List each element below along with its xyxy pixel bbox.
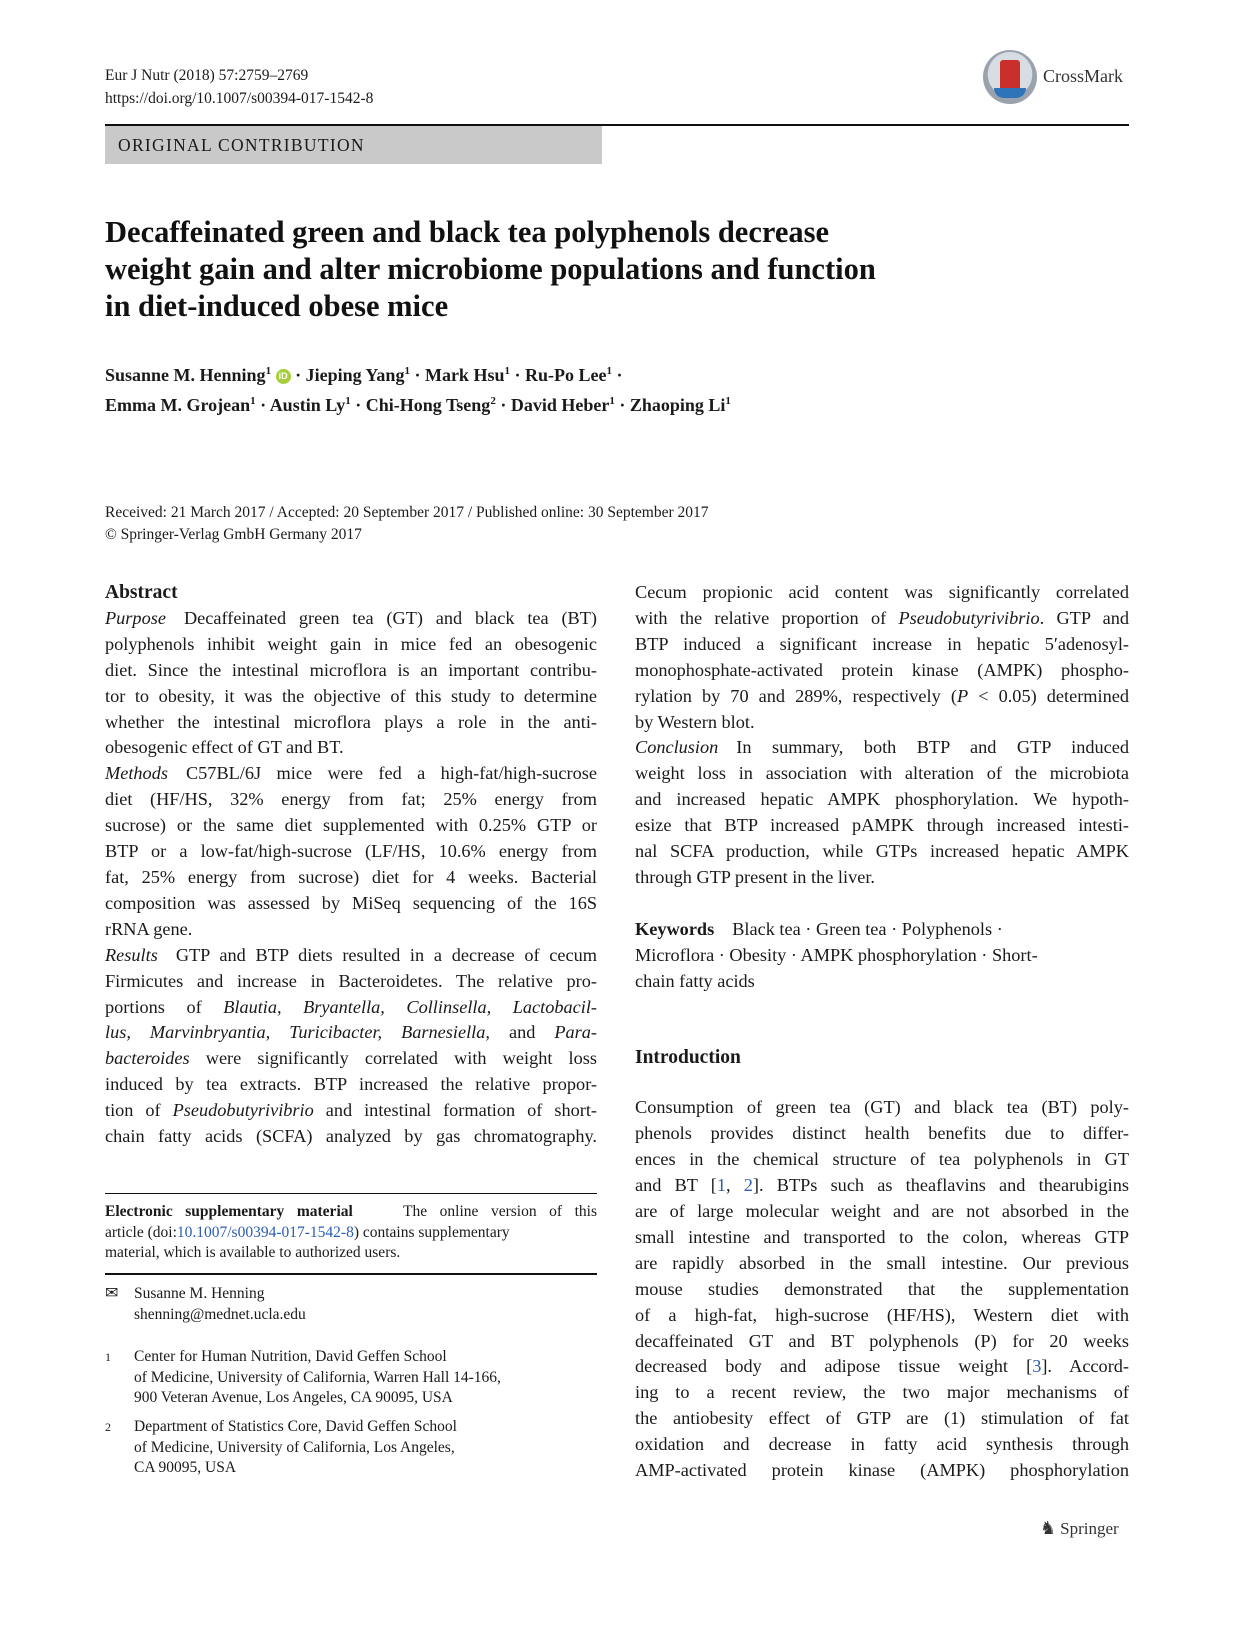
doi-link[interactable]: https://doi.org/10.1007/s00394-017-1542-8 [105,90,374,107]
title-line: in diet-induced obese mice [105,289,449,323]
abstract-line: chain fatty acids (SCFA) analyzed by gas chromatography. [105,1126,597,1147]
abstract-line: through GTP present in the liver. [635,866,875,887]
body-line: decreased body and adipose tissue weight [3]. Accord- [635,1356,1130,1377]
separator: · [500,395,507,415]
affiliation-ref: 1 [609,395,615,407]
crossmark-badge[interactable] [983,50,1143,110]
results-label: Results [105,944,158,965]
affiliation-ref: 1 [504,365,510,377]
publisher-logo [1040,1518,1119,1539]
abstract-line: with the relative proportion of Pseudobutyrivibrio. GTP and [635,607,1129,628]
author-name[interactable]: Ru-Po Lee [524,365,607,385]
abstract-line: induced by tea extracts. BTP increased the relative propor- [105,1074,597,1095]
abstract-line: Methods C57BL/6J mice were fed a high-fat/high-sucrose [105,763,597,784]
abstract-line: rylation by 70 and 289%, respectively (P < 0.05) determined [635,685,1129,706]
abstract-line: bacteroides were significantly correlated with weight loss [105,1048,597,1069]
author-name[interactable]: Mark Hsu [424,365,505,385]
springer-horse-icon: ♞ [1040,1518,1057,1538]
copyright: © Springer-Verlag GmbH Germany 2017 [105,526,362,543]
esm-note: Electronic supplementary material The online version of this article (doi:10.1007/s00394-017-1542-8) contains supplementary material, which is available to authorized users. [105,1203,598,1261]
affiliation-number: 1 [105,1350,111,1364]
separator: · [414,365,421,385]
crossmark-label: CrossMark [1043,66,1123,86]
affiliation-2: 2 Department of Statistics Core, David Geffen School of Medicine, University of California, Los Angeles, CA 90095, USA [105,1417,597,1479]
abstract-right-column [635,580,1129,1484]
title-line: weight gain and alter microbiome populations and function [105,252,876,286]
esm-doi-link[interactable]: 10.1007/s00394-017-1542-8 [176,1223,354,1241]
abstract-line: tor to obesity, it was the objective of this study to determine [105,685,597,706]
orcid-icon[interactable]: iD [276,369,291,384]
body-line: are of large molecular weight and are not absorbed in the [635,1201,1129,1222]
publisher-name: Springer [1060,1519,1119,1538]
contact-name: Susanne M. Henning [134,1285,265,1302]
keywords-label: Keywords [635,918,715,939]
abstract-line: diet (HF/HS, 32% energy from fat; 25% energy from [105,789,597,810]
affiliation-ref: 1 [404,365,410,377]
separator: · [260,395,267,415]
body-line: mouse studies demonstrated that the supplementation [635,1278,1129,1299]
abstract-line: obesogenic effect of GT and BT. [105,737,344,758]
body-line: and BT [1, 2]. BTPs such as theaflavins and thearubigins [635,1175,1129,1196]
body-line: oxidation and decrease in fatty acid synthesis through [635,1434,1129,1455]
separator: · [355,395,362,415]
abstract-line: by Western blot. [635,711,755,732]
body-line: the antiobesity effect of GTP are (1) stimulation of fat [635,1408,1129,1429]
author-name[interactable]: Jieping Yang [305,365,405,385]
title-line: Decaffeinated green and black tea polyphenols decrease [105,215,830,249]
abstract-line: fat, 25% energy from sucrose) diet for 4 weeks. Bacterial [105,866,597,887]
body-line: phenols provides distinct health benefits due to differ- [635,1123,1129,1144]
abstract-left-column [105,580,597,1150]
separator: · [295,365,302,385]
abstract-line: polyphenols inhibit weight gain in mice fed an obesogenic [105,633,597,654]
author-name[interactable]: Zhaoping Li [629,395,726,415]
purpose-label: Purpose [105,607,166,628]
affiliation-number: 2 [105,1420,111,1434]
author-name[interactable]: Emma M. Grojean [105,395,251,415]
abstract-line: weight loss in association with alteration of the microbiota [635,763,1129,784]
abstract-heading: Abstract [105,582,178,603]
citation-link[interactable]: 1 [716,1175,727,1196]
author-list [105,358,731,418]
introduction-heading: Introduction [635,1047,741,1069]
introduction-body [635,1095,1129,1484]
methods-label: Methods [105,763,168,784]
abstract-line: Purpose Decaffeinated green tea (GT) and black tea (BT) [105,607,597,628]
abstract-line: Conclusion In summary, both BTP and GTP induced [635,737,1129,758]
body-line: small intestine and transported to the colon, whereas GTP [635,1226,1129,1247]
abstract-line: BTP or a low-fat/high-sucrose (LF/HS, 10.6% energy from [105,841,597,862]
abstract-line: whether the intestinal microflora plays a role in the anti- [105,711,597,732]
keywords: Keywords Black tea · Green tea · Polyphenols · Microflora · Obesity · AMPK phosphorylation · Short- chain fatty acids [635,918,1038,991]
abstract-line: esize that BTP increased pAMPK through increased intesti- [635,815,1129,836]
affiliation-ref: 1 [725,395,731,407]
abstract-line: diet. Since the intestinal microflora is an important contribu- [105,659,597,680]
abstract-line: rRNA gene. [105,918,193,939]
contact-email[interactable]: shenning@mednet.ucla.edu [134,1305,306,1323]
abstract-line: Results GTP and BTP diets resulted in a decrease of cecum [105,944,597,965]
abstract-line: monophosphate-activated protein kinase (AMPK) phospho- [635,659,1129,680]
publication-dates [105,502,709,546]
crossmark-icon [983,50,1037,104]
journal-name-line: Eur J Nutr (2018) 57:2759–2769 [105,67,309,84]
abstract-line: BTP induced a significant increase in hepatic 5′adenosyl- [635,633,1129,654]
body-line: ing to a recent review, the two major mechanisms of [635,1382,1129,1403]
citation-link[interactable]: 2 [743,1175,753,1196]
received-accepted-published: Received: 21 March 2017 / Accepted: 20 September 2017 / Published online: 30 September 2017 [105,504,709,521]
affiliation-1: 1 Center for Human Nutrition, David Geffen School of Medicine, University of California, Warren Hall 14-166, 900 Veteran Avenue, Los Angeles, CA 90095, USA [105,1347,597,1409]
esm-label: Electronic supplementary material [105,1203,353,1220]
body-line: decaffeinated GT and BT polyphenols (P) for 20 weeks [635,1330,1129,1351]
body-line: are rapidly absorbed in the small intestine. Our previous [635,1252,1129,1273]
separator: · [619,395,626,415]
affiliation-ref: 1 [250,395,256,407]
abstract-line: and increased hepatic AMPK phosphorylation. We hypoth- [635,789,1129,810]
author-name[interactable]: Susanne M. Henning [105,365,266,385]
journal-citation [105,64,373,110]
body-line: of a high-fat, high-sucrose (HF/HS), Western diet with [635,1304,1129,1325]
article-title [105,214,1005,325]
abstract-line: tion of Pseudobutyrivibrio and intestinal formation of short- [105,1100,597,1121]
envelope-icon: ✉ [105,1285,119,1302]
section-label: ORIGINAL CONTRIBUTION [105,126,602,164]
body-line: Consumption of green tea (GT) and black tea (BT) poly- [635,1097,1129,1118]
corresponding-author [105,1284,597,1325]
body-line: AMP-activated protein kinase (AMPK) phosphorylation [635,1460,1129,1481]
footnote-rule [105,1273,597,1275]
citation-link[interactable]: 3 [1032,1356,1042,1377]
abstract-line: lus, Marvinbryantia, Turicibacter, Barnesiella, and Para- [105,1022,597,1043]
author-name[interactable]: Chi-Hong Tseng [365,395,491,415]
abstract-line: Firmicutes and increase in Bacteroidetes. The relative pro- [105,970,597,991]
abstract-line: nal SCFA production, while GTPs increased hepatic AMPK [635,841,1129,862]
abstract-line: sucrose) or the same diet supplemented with 0.25% GTP or [105,815,597,836]
abstract-line: composition was assessed by MiSeq sequencing of the 16S [105,892,597,913]
body-line: ences in the chemical structure of tea polyphenols in GT [635,1149,1129,1170]
separator: · [616,365,623,385]
author-name[interactable]: David Heber [510,395,610,415]
footnote-rule [105,1193,597,1194]
conclusion-label: Conclusion [635,737,719,758]
separator: · [514,365,521,385]
affiliation-ref: 1 [345,395,351,407]
affiliation-ref: 1 [606,365,612,377]
abstract-line: Cecum propionic acid content was significantly correlated [635,582,1129,602]
author-name[interactable]: Austin Ly [269,395,346,415]
abstract-line: portions of Blautia, Bryantella, Collinsella, Lactobacil- [105,996,597,1017]
affiliation-ref: 1 [265,365,272,377]
affiliation-ref: 2 [490,395,496,407]
